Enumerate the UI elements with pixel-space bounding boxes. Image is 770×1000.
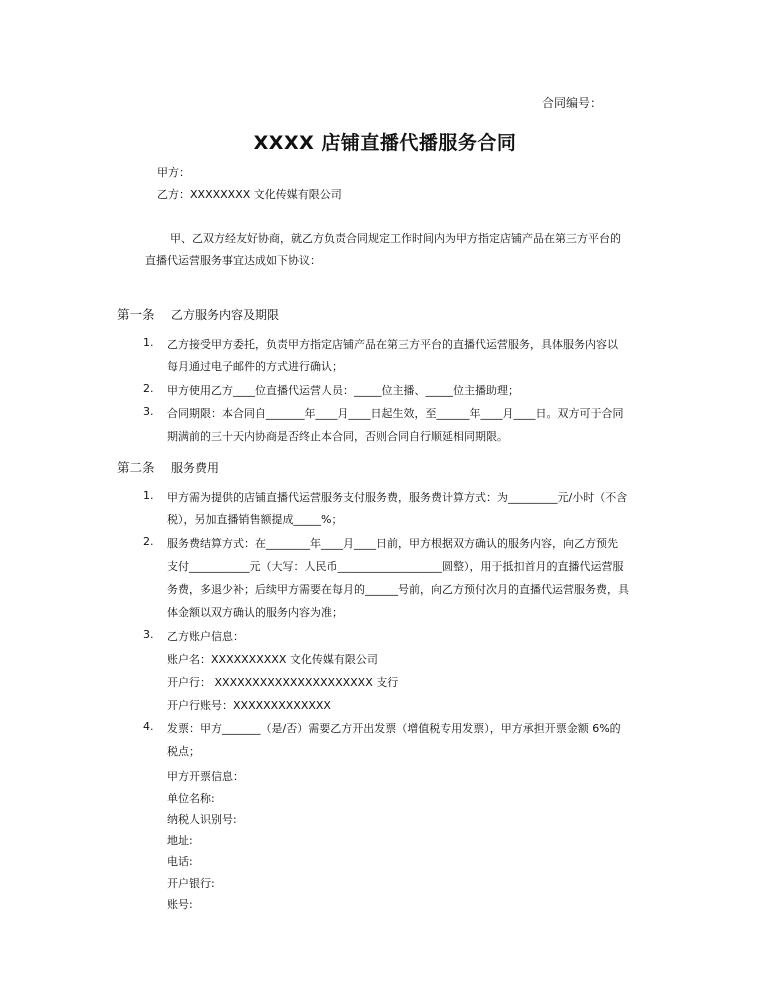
document-title: XXXX 店铺直播代播服务合同 (253, 132, 517, 154)
account-name: 账户名：XXXXXXXXXX 文化传媒有限公司 (167, 653, 378, 666)
item-text: 支付___________元（大写：人民币___________________圆整），用于抵扣首月的直播代运营服 (167, 560, 624, 573)
bank-name: 开户行： XXXXXXXXXXXXXXXXXXXXX 支行 (167, 676, 399, 689)
item-text: 税），另加直播销售额提成_____%； (167, 513, 343, 526)
bank-account-number: 开户行账号：XXXXXXXXXXXXX (167, 699, 331, 712)
item-text: 每月通过电子邮件的方式进行确认； (167, 360, 343, 373)
item-number: 4. (143, 720, 154, 733)
article-heading (117, 305, 279, 323)
invoice-field-label: 开户银行: (167, 877, 215, 890)
item-number: 1. (143, 489, 154, 502)
item-text: 合同期限：本合同自_______年____月____日起生效，至______年____月____日。双方可于合同 (167, 407, 624, 420)
intro-line: 甲、乙双方经友好协商，就乙方负责合同规定工作时间内为甲方指定店铺产品在第三方平台的 (170, 232, 621, 245)
invoice-field-label: 纳税人识别号: (167, 813, 237, 826)
invoice-info-heading: 甲方开票信息： (167, 770, 244, 783)
item-text: 乙方接受甲方委托，负责甲方指定店铺产品在第三方平台的直播代运营服务，具体服务内容以 (167, 338, 618, 351)
item-number: 3. (143, 628, 154, 641)
item-number: 2. (143, 382, 154, 395)
item-number: 3. (143, 405, 154, 418)
invoice-field-label: 地址: (167, 834, 193, 847)
invoice-field-label: 账号: (167, 898, 193, 911)
item-text: 期满前的三十天内协商是否终止本合同，否则合同自行顺延相同期限。 (167, 430, 508, 443)
item-text: 税点； (167, 745, 200, 758)
intro-line: 直播代运营服务事宜达成如下协议： (145, 254, 321, 267)
item-number: 2. (143, 535, 154, 548)
item-text: 乙方账户信息： (167, 630, 244, 643)
item-text: 甲方使用乙方____位直播代运营人员：_____位主播、_____位主播助理； (167, 384, 519, 397)
item-text: 甲方需为提供的店铺直播代运营服务支付服务费，服务费计算方式：为_________元/小时（不含 (167, 491, 628, 504)
item-text: 务费，多退少补；后续甲方需要在每月的______号前，向乙方预付次月的直播代运营服务费，具 (167, 583, 629, 596)
item-number: 1. (143, 336, 154, 349)
party-a: 甲方： (157, 166, 190, 179)
invoice-field-label: 电话: (167, 855, 193, 868)
article-number: 第一条 (117, 307, 155, 322)
item-text: 发票：甲方_______（是/否）需要乙方开出发票（增值税专用发票），甲方承担开票金额 6%的 (167, 722, 621, 735)
article-name: 乙方服务内容及期限 (171, 308, 280, 322)
invoice-field-label: 单位名称: (167, 792, 215, 805)
party-b: 乙方：XXXXXXXX 文化传媒有限公司 (157, 188, 342, 201)
contract-number-label: 合同编号： (542, 96, 603, 110)
article-name: 服务费用 (171, 461, 220, 475)
article-number: 第二条 (117, 460, 155, 475)
item-text: 体金额以双方确认的服务内容为准； (167, 606, 343, 619)
item-text: 服务费结算方式：在________年____月____日前，甲方根据双方确认的服务内容，向乙方预先 (167, 537, 618, 550)
article-heading (117, 458, 219, 476)
